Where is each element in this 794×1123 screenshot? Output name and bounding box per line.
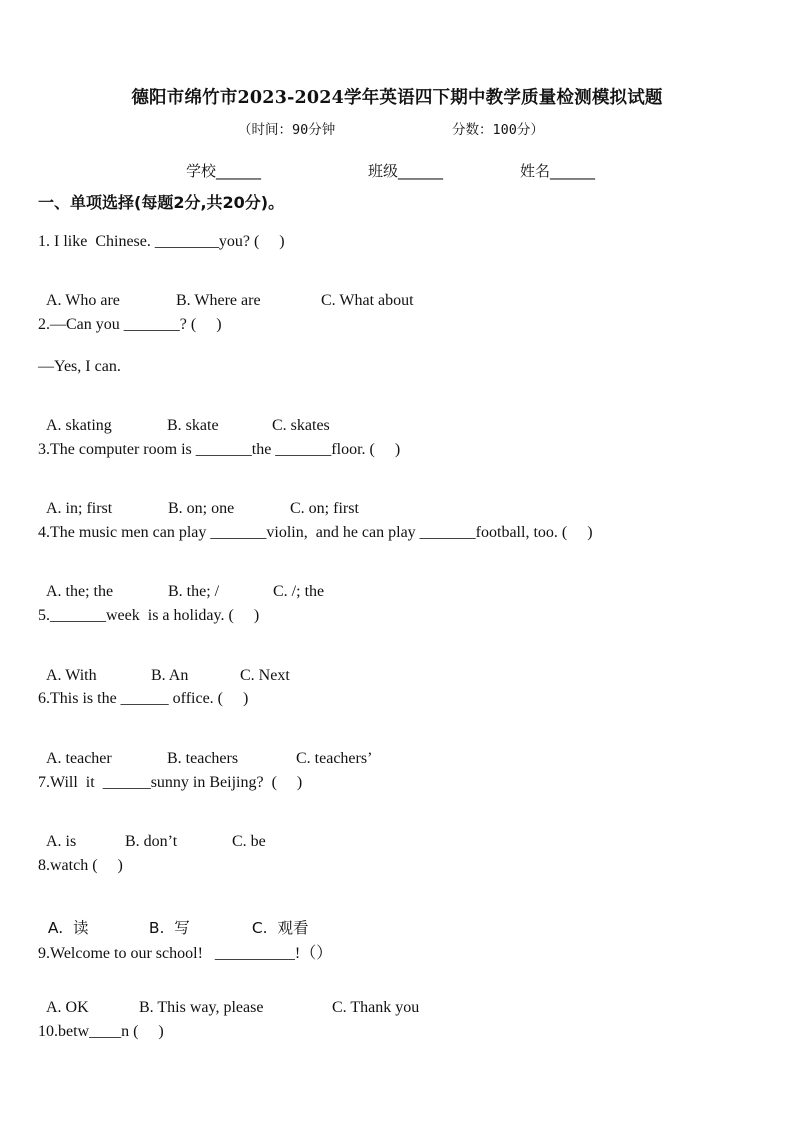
option-a: A. Who are: [46, 292, 120, 309]
section-heading: 一、单项选择(每题2分,共20分)。: [38, 193, 285, 212]
option-a: A. in; first: [46, 500, 113, 517]
question-options: [38, 732, 372, 768]
option-b: B. Where are: [176, 292, 261, 309]
option-c: C. teachers’: [296, 750, 373, 767]
page-title: 德阳市绵竹市2023-2024学年英语四下期中教学质量检测模拟试题: [131, 88, 663, 108]
question-stem: 8.watch ( ): [38, 857, 123, 874]
option-c: C. 观看: [251, 919, 309, 937]
question-stem: 1. I like Chinese. ________you? ( ): [38, 233, 285, 250]
option-b: B. don’t: [125, 833, 178, 850]
option-a: A. OK: [46, 999, 89, 1016]
option-b: B. 写: [148, 919, 190, 937]
question-stem: 9.Welcome to our school! __________!（）: [38, 945, 333, 962]
option-a: A. skating: [46, 417, 112, 434]
question-stem: 4.The music men can play _______violin, and he can play _______football, too. ( ): [38, 524, 593, 541]
option-c: C. Thank you: [332, 999, 420, 1016]
exam-score: 分数：100分）: [452, 122, 544, 138]
question-options: [38, 649, 290, 685]
question-options: [38, 274, 414, 310]
option-b: B. This way, please: [139, 999, 264, 1016]
option-c: C. What about: [321, 292, 414, 309]
name-field: 姓名______: [520, 162, 596, 180]
question-stem: 6.This is the ______ office. ( ): [38, 690, 249, 707]
option-b: B. teachers: [167, 750, 239, 767]
question-options: [38, 482, 359, 518]
question-options: [38, 898, 308, 938]
question-stem: 3.The computer room is _______the _______floor. ( ): [38, 441, 401, 458]
option-a: A. teacher: [46, 750, 112, 767]
question-stem: 7.Will it ______sunny in Beijing? ( ): [38, 774, 303, 791]
question-options: [38, 981, 419, 1017]
school-field: 学校______: [186, 162, 262, 180]
option-a: A. With: [46, 667, 97, 684]
option-b: B. on; one: [168, 500, 235, 517]
question-options: [38, 815, 266, 851]
question-stem: 5._______week is a holiday. ( ): [38, 607, 260, 624]
question-options: [38, 565, 324, 601]
option-a: A. 读: [47, 919, 89, 937]
option-c: C. skates: [272, 417, 330, 434]
option-c: C. be: [232, 833, 266, 850]
option-a: A. the; the: [46, 583, 114, 600]
question-stem: 10.betw____n ( ): [38, 1023, 164, 1040]
option-b: B. the; /: [168, 583, 220, 600]
option-b: B. skate: [167, 417, 219, 434]
question-stem: 2.—Can you _______? ( ): [38, 316, 222, 333]
option-c: C. /; the: [273, 583, 325, 600]
option-a: A. is: [46, 833, 77, 850]
question-answer-line: —Yes, I can.: [38, 358, 121, 375]
question-options: [38, 399, 330, 435]
exam-time: （时间：90分钟: [238, 122, 336, 138]
option-b: B. An: [151, 667, 189, 684]
option-c: C. on; first: [290, 500, 359, 517]
class-field: 班级______: [368, 162, 444, 180]
option-c: C. Next: [240, 667, 290, 684]
